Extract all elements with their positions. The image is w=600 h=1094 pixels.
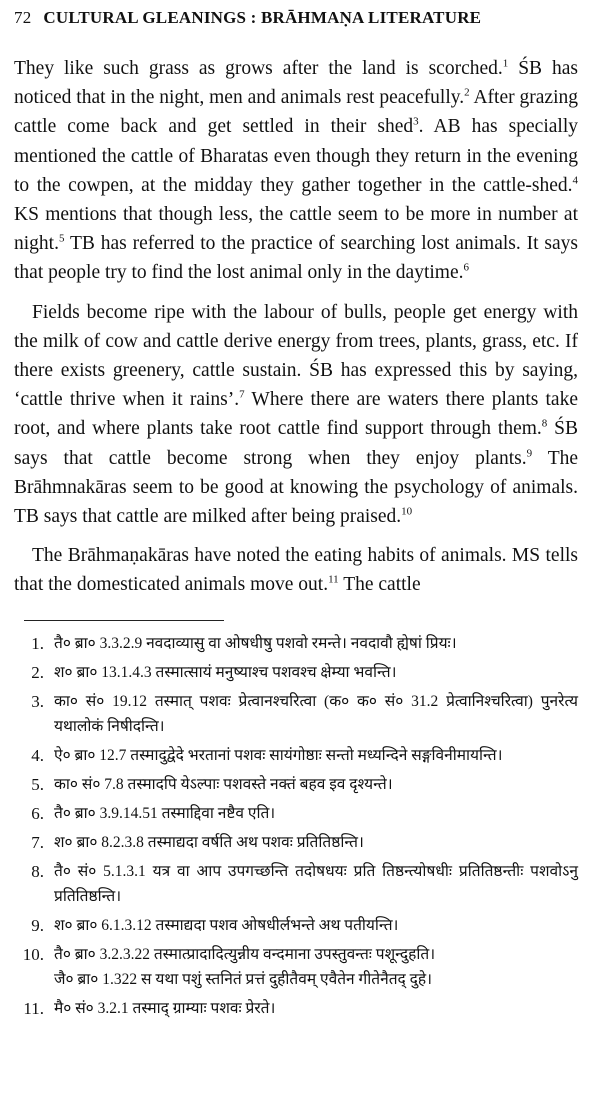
footnote-ref: 11 <box>328 573 339 586</box>
footnote-ref: 3 <box>413 115 419 128</box>
footnote-text <box>54 996 578 1021</box>
text-run: . AB has specially mentioned the cattle of Bharatas even though they return in the evening to the cowpen, at the midday they gather together in the cattle-shed. <box>14 116 578 196</box>
footnote-line: श० ब्रा० 13.1.4.3 तस्मात्सायं मनुष्याश्च पशवश्च क्षेम्या भवन्ति। <box>54 663 397 681</box>
footnote-line: जै० ब्रा० 1.322 स यथा पशुं स्तनितं प्रत्तं दुहीतैवम् एवैतेन गीतेनैतद् दुहे। <box>54 970 432 988</box>
footnote-text <box>54 631 578 656</box>
text-run: The Brāhmnakāras seem to be good at knowing the psychology of animals. TB says that cattle are milked after being praised. <box>14 447 579 528</box>
footnote-text <box>54 913 578 938</box>
text-run: ŚB says that cattle become strong when they enjoy plants. <box>14 418 579 469</box>
footnote-number: 11. <box>23 998 44 1018</box>
footnote <box>14 660 578 685</box>
footnote-ref: 8 <box>541 417 548 430</box>
footnote-text <box>54 743 578 768</box>
footnote-line: तै० ब्रा० 3.2.3.22 तस्मात्प्रादादित्युन्नीय वन्दमाना उपस्तुवन्तः पशून्दुहति। <box>54 945 436 963</box>
text-run: Fields become ripe with the labour of bulls, people get energy with the milk of cow and cattle derive energy from trees, plants, grass, etc. If there exists greenery, cattle sustain. ŚB has expressed this by saying, ‘cattle thrive when it rains’. <box>14 301 578 411</box>
footnote-ref: 2 <box>464 86 470 99</box>
footnote-text <box>54 942 578 992</box>
footnote-number: 4. <box>31 745 44 765</box>
footnote-line: का० सं० 7.8 तस्मादपि येऽल्पाः पशवस्ते नक्तं बहव इव दृश्यन्ते। <box>54 775 393 793</box>
footnote-text <box>54 689 578 739</box>
footnote-number: 8. <box>31 861 44 881</box>
footnote-number: 9. <box>31 915 44 935</box>
footnote-line: तै० सं० 5.1.3.1 यत्र वा आप उपगच्छन्ति तदोषधयः प्रति तिष्ठन्त्योषधीः प्रतितिष्ठन्तीः पशवोऽनु प्रतितिष्ठन्ति। <box>54 862 578 905</box>
footnote-line: तै० ब्रा० 3.3.2.9 नवदाव्यासु वा ओषधीषु पशवो रमन्ते। नवदावौ ह्येषां प्रियः। <box>54 634 457 652</box>
footnote-line: ऐ० ब्रा० 12.7 तस्मादुद्वेदे भरतानां पशवः सायंगोष्ठाः सन्तो मध्यन्दिने सङ्गविनीमायन्ति। <box>54 746 503 764</box>
footnote-line: मै० सं० 3.2.1 तस्माद् ग्राम्याः पशवः प्रेरते। <box>54 999 276 1017</box>
footnote-ref: 10 <box>401 505 413 518</box>
text-run: Where there are waters there plants take root, and where plants take root cattle find support through them. <box>14 389 578 440</box>
body-text <box>14 54 578 600</box>
text-run: The Brāhmaṇakāras have noted the eating habits of animals. MS tells that the domesticated animals move out. <box>14 545 578 596</box>
footnote-ref: 5 <box>58 232 65 245</box>
text-run: TB has referred to the practice of searching lost animals. It says that people try to find the lost animal only in the daytime. <box>14 233 578 284</box>
footnote-text <box>54 801 578 826</box>
footnote-text <box>54 830 578 855</box>
footnote <box>14 859 578 909</box>
footnote <box>14 942 578 992</box>
body-paragraph <box>14 298 578 532</box>
footnote <box>14 913 578 938</box>
footnote <box>14 772 578 797</box>
footnote <box>14 801 578 826</box>
footnote-ref: 4 <box>572 174 578 187</box>
footnote <box>14 743 578 768</box>
body-paragraph <box>14 541 578 599</box>
text-run: They like such grass as grows after the land is scorched. <box>14 58 503 79</box>
footnote-text <box>54 772 578 797</box>
footnote <box>14 689 578 739</box>
running-title: CULTURAL GLEANINGS : BRĀHMAṆA LITERATURE <box>43 8 482 27</box>
footnote-ref: 7 <box>239 388 245 401</box>
footnote-number: 7. <box>31 832 44 852</box>
page-number: 72 <box>14 8 32 27</box>
footnote-line: का० सं० 19.12 तस्मात् पशवः प्रेत्वानश्चरित्वा (क० क० सं० 31.2 प्रेत्वानिश्चरित्वा) पुनरेत्य यथालोकं निषीदन्ति। <box>54 692 578 735</box>
footnote-line: श० ब्रा० 6.1.3.12 तस्माद्यदा पशव ओषधीर्लभन्ते अथ पतीयन्ति। <box>54 916 399 934</box>
footnote-number: 3. <box>31 691 44 711</box>
footnote-ref: 6 <box>463 261 469 274</box>
footnote-line: श० ब्रा० 8.2.3.8 तस्माद्यदा वर्षति अथ पशवः प्रतितिष्ठन्ति। <box>54 833 364 851</box>
body-paragraph <box>14 54 578 288</box>
footnote-list <box>14 631 578 1021</box>
text-run: The cattle <box>338 574 421 596</box>
text-run: KS mentions that though less, the cattle seem to be more in number at night. <box>14 204 578 255</box>
footnote-number: 2. <box>31 662 44 682</box>
footnote <box>14 631 578 656</box>
footnote <box>14 996 578 1021</box>
text-run: After grazing cattle come back and get settled in their shed <box>14 87 578 138</box>
footnote <box>14 830 578 855</box>
text-run: ŚB has noticed that in the night, men and animals rest peacefully. <box>14 58 578 109</box>
footnote-divider <box>24 620 224 621</box>
footnote-text <box>54 660 578 685</box>
footnote-number: 5. <box>31 774 44 794</box>
footnote-number: 6. <box>31 803 44 823</box>
footnote-number: 10. <box>22 944 44 964</box>
footnote-ref: 9 <box>526 447 533 460</box>
footnote-ref: 1 <box>502 57 509 70</box>
footnote-text <box>54 859 578 909</box>
footnote-line: तै० ब्रा० 3.9.14.51 तस्माद्दिवा नष्टैव एति। <box>54 804 276 822</box>
running-head <box>14 8 578 38</box>
footnote-number: 1. <box>31 633 44 653</box>
